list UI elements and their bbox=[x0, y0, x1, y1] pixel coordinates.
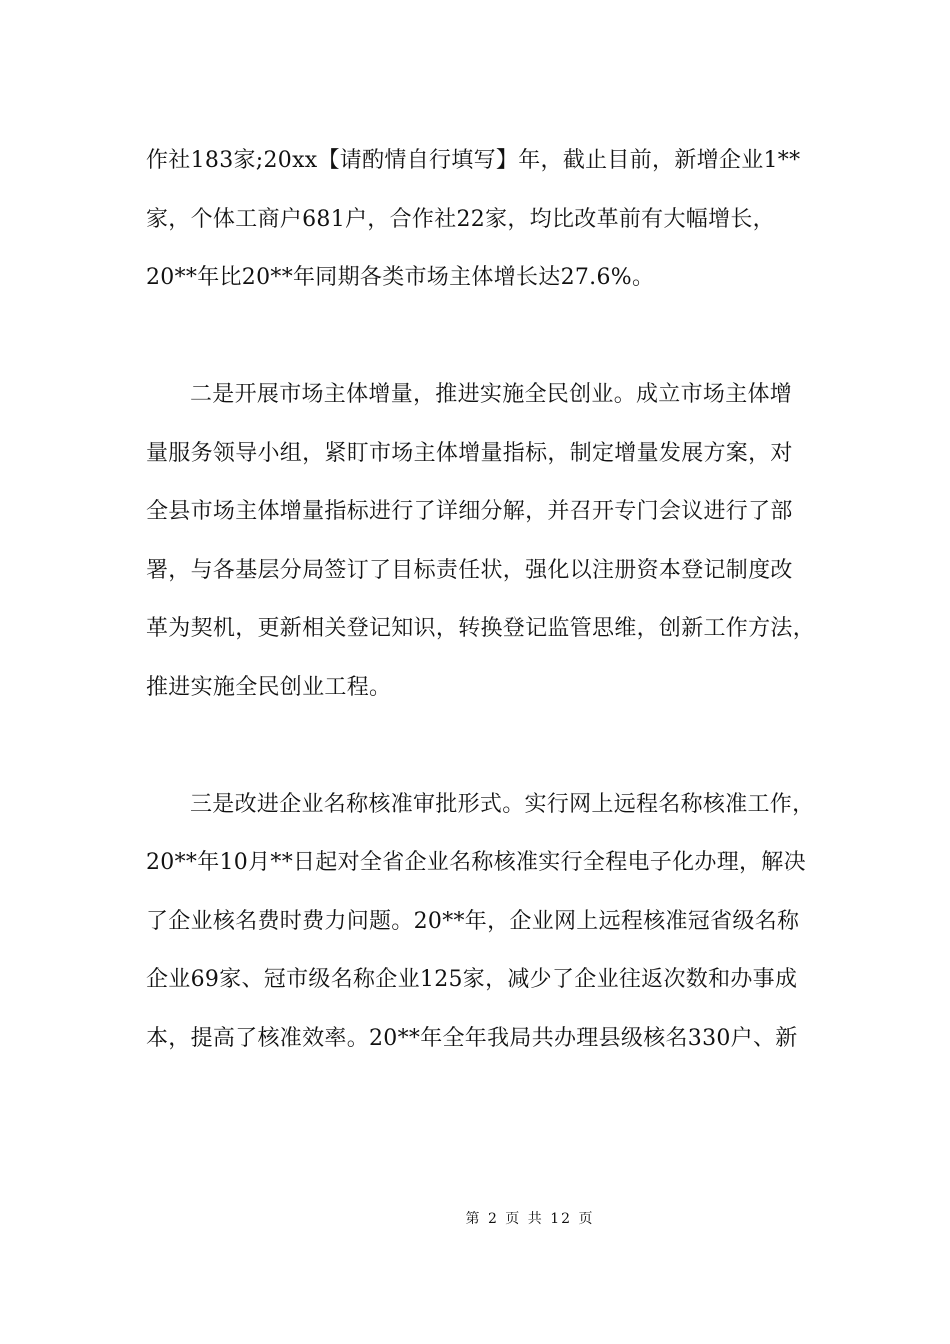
text-line: 20**年比20**年同期各类市场主体增长达27.6%。 bbox=[146, 265, 655, 290]
text-line: 本，提高了核准效率。20**年全年我局共办理县级核名330户、新 bbox=[146, 1025, 798, 1051]
blank-line bbox=[146, 308, 836, 367]
text-line: 量服务领导小组，紧盯市场主体增量指标，制定增量发展方案，对 bbox=[146, 440, 793, 466]
page-number-footer: 第 2 页 共 12 页 bbox=[465, 1211, 595, 1227]
text-line: 署，与各基层分局签订了目标责任状，强化以注册资本登记制度改 bbox=[146, 557, 793, 583]
text-line: 20**年10月**日起对全省企业名称核准实行全程电子化办理，解决 bbox=[146, 850, 806, 875]
body-text bbox=[146, 132, 836, 1068]
text-line: 作社183家;20xx【请酌情自行填写】年，截止目前，新增企业1** bbox=[146, 148, 801, 173]
text-line: 全县市场主体增量指标进行了详细分解，并召开专门会议进行了部 bbox=[146, 499, 793, 524]
text-line: 推进实施全民创业工程。 bbox=[146, 674, 392, 700]
text-line: 革为契机，更新相关登记知识，转换登记监管思维，创新工作方法， bbox=[146, 616, 816, 641]
text-line: 了企业核名费时费力问题。20**年，企业网上远程核准冠省级名称 bbox=[146, 908, 800, 934]
paragraph-start-line: 二是开展市场主体增量，推进实施全民创业。成立市场主体增 bbox=[190, 382, 793, 407]
blank-line bbox=[146, 717, 836, 776]
text-line: 家，个体工商户681户，合作社22家，均比改革前有大幅增长， bbox=[146, 206, 775, 232]
paragraph-start-line: 三是改进企业名称核准审批形式。实行网上远程名称核准工作， bbox=[190, 791, 815, 817]
text-line: 企业69家、冠市级名称企业125家，减少了企业往返次数和办事成 bbox=[146, 967, 798, 992]
